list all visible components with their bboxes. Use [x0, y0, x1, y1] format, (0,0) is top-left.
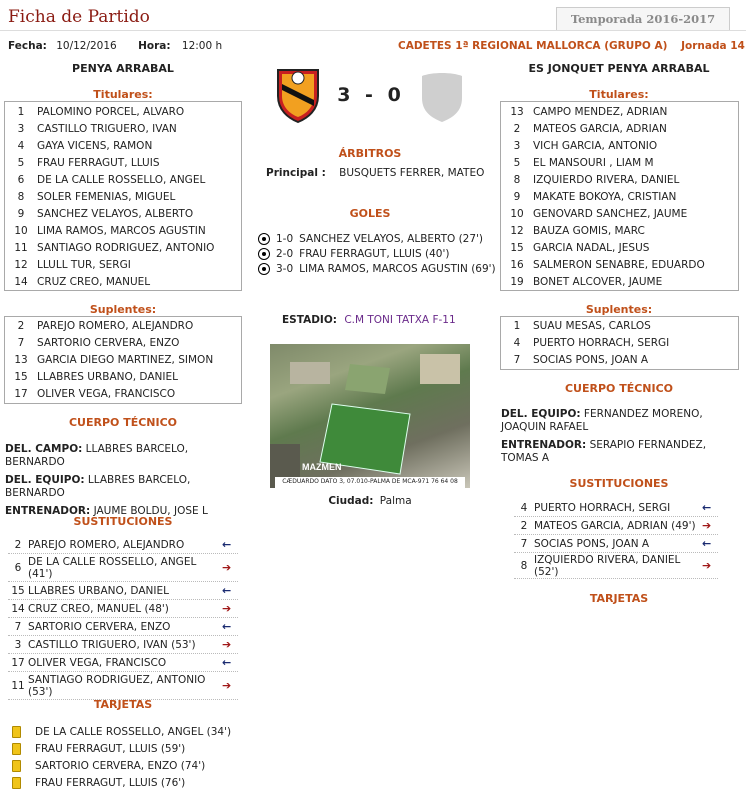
player-name: GENOVARD SANCHEZ, JAUME	[533, 208, 688, 220]
sub-number: 15	[11, 585, 25, 597]
soccer-ball-icon	[258, 263, 270, 275]
player-row[interactable]	[5, 386, 241, 403]
arrow-right-icon: ➔	[222, 679, 232, 692]
player-number: 5	[513, 157, 521, 169]
player-name: SUAU MESAS, CARLOS	[533, 320, 651, 332]
player-row[interactable]	[501, 352, 738, 369]
goal-row[interactable]	[258, 232, 498, 247]
player-row[interactable]	[5, 206, 241, 223]
home-cuerpo-label: CUERPO TÉCNICO	[68, 416, 178, 429]
player-number: 4	[513, 337, 521, 349]
ciudad-label: Ciudad:	[328, 495, 374, 507]
player-number: 11	[14, 242, 28, 254]
player-number: 2	[17, 320, 25, 332]
goals-list	[258, 232, 498, 277]
mazmen-logo-text: MAZMEN	[302, 462, 342, 472]
staff-name[interactable]: SERAPIO FERNANDEZ, TOMAS A	[501, 439, 707, 464]
player-number: 1	[17, 106, 25, 118]
staff-row	[5, 443, 241, 469]
arrow-left-icon: ←	[222, 656, 232, 669]
card-row[interactable]	[12, 741, 242, 758]
player-row[interactable]	[501, 223, 738, 240]
player-row[interactable]	[501, 121, 738, 138]
player-name: CAMPO MENDEZ, ADRIAN	[533, 106, 668, 118]
sub-number: 2	[520, 520, 528, 532]
sub-name: DE LA CALLE ROSSELLO, ANGEL (41')	[28, 556, 197, 580]
fecha-value: 10/12/2016	[56, 40, 117, 52]
player-row[interactable]	[5, 189, 241, 206]
sub-name: PUERTO HORRACH, SERGI	[534, 502, 671, 514]
staff-row	[501, 408, 737, 434]
substitution-row[interactable]	[8, 654, 238, 672]
player-name: EL MANSOURI , LIAM M	[533, 157, 654, 169]
player-number: 13	[14, 354, 28, 366]
yellow-card-icon	[12, 743, 21, 755]
home-crest-icon	[274, 66, 322, 124]
player-name: DE LA CALLE ROSSELLO, ANGEL	[37, 174, 206, 186]
away-suplentes-list	[500, 316, 739, 370]
ciudad-row	[250, 495, 490, 507]
staff-name[interactable]: FERNANDEZ MORENO, JOAQUIN RAFAEL	[501, 408, 703, 433]
home-team-name[interactable]: PENYA ARRABAL	[72, 62, 174, 75]
substitution-row[interactable]	[514, 517, 718, 535]
player-row[interactable]	[5, 352, 241, 369]
home-suplentes-list	[4, 316, 242, 404]
home-cuerpo-tecnico	[5, 443, 241, 523]
substitution-row[interactable]	[8, 618, 238, 636]
yellow-card-icon	[12, 726, 21, 738]
staff-role: ENTRENADOR:	[5, 505, 91, 517]
away-titulares-list	[500, 101, 739, 291]
player-name: PALOMINO PORCEL, ALVARO	[37, 106, 185, 118]
score-home: 3	[337, 84, 351, 106]
player-name: MATEOS GARCIA, ADRIAN	[533, 123, 667, 135]
card-player: FRAU FERRAGUT, LLUIS (59')	[35, 743, 186, 755]
substitution-row[interactable]	[8, 636, 238, 654]
player-number: 12	[14, 259, 28, 271]
player-row[interactable]	[501, 189, 738, 206]
arrow-right-icon: ➔	[222, 561, 232, 574]
arrow-right-icon: ➔	[222, 602, 232, 615]
staff-role: DEL. CAMPO:	[5, 443, 83, 455]
stadium-row	[282, 314, 482, 326]
player-name: SALMERON SENABRE, EDUARDO	[533, 259, 705, 271]
sub-name: IZQUIERDO RIVERA, DANIEL (52')	[534, 554, 681, 578]
player-row[interactable]	[501, 318, 738, 335]
player-number: 8	[513, 174, 521, 186]
substitution-row[interactable]	[8, 600, 238, 618]
stadium-aerial-image	[270, 344, 470, 488]
home-titulares-label: Titulares:	[93, 88, 153, 101]
player-row[interactable]	[501, 240, 738, 257]
player-number: 1	[513, 320, 521, 332]
player-number: 8	[17, 191, 25, 203]
player-number: 17	[14, 388, 28, 400]
season-tab[interactable]: Temporada 2016-2017	[556, 7, 730, 31]
sub-name: CRUZ CREO, MANUEL (48')	[28, 603, 169, 615]
player-number: 7	[513, 354, 521, 366]
yellow-card-icon	[12, 777, 21, 789]
player-name: LIMA RAMOS, MARCOS AGUSTIN	[37, 225, 206, 237]
match-score	[334, 84, 404, 106]
sub-number: 7	[14, 621, 22, 633]
sub-name: SOCIAS PONS, JOAN A	[534, 538, 650, 550]
goal-scorer: LIMA RAMOS, MARCOS AGUSTIN (69')	[299, 263, 496, 275]
substitution-row[interactable]	[8, 582, 238, 600]
arrow-left-icon: ←	[222, 620, 232, 633]
card-row[interactable]	[12, 758, 242, 775]
principal-label: Principal :	[266, 167, 326, 179]
player-row[interactable]	[5, 138, 241, 155]
player-number: 7	[17, 337, 25, 349]
player-name: GAYA VICENS, RAMON	[37, 140, 153, 152]
player-row[interactable]	[501, 138, 738, 155]
sub-name: SARTORIO CERVERA, ENZO	[28, 621, 171, 633]
player-row[interactable]	[5, 274, 241, 291]
goal-scorer: SANCHEZ VELAYOS, ALBERTO (27')	[299, 233, 484, 245]
player-name: SANCHEZ VELAYOS, ALBERTO	[37, 208, 194, 220]
player-name: GARCIA DIEGO MARTINEZ, SIMON	[37, 354, 214, 366]
player-name: PUERTO HORRACH, SERGI	[533, 337, 670, 349]
home-team-crest[interactable]	[274, 66, 322, 124]
arrow-right-icon: ➔	[702, 519, 712, 532]
player-name: IZQUIERDO RIVERA, DANIEL	[533, 174, 680, 186]
player-name: LLULL TUR, SERGI	[37, 259, 131, 271]
player-number: 9	[17, 208, 25, 220]
player-name: CASTILLO TRIGUERO, IVAN	[37, 123, 177, 135]
match-date-time	[8, 40, 222, 52]
player-row[interactable]	[5, 369, 241, 386]
competition-name: CADETES 1ª REGIONAL MALLORCA (GRUPO A)	[398, 40, 668, 52]
away-cuerpo-label: CUERPO TÉCNICO	[564, 382, 674, 395]
away-tarjetas-label: TARJETAS	[589, 592, 649, 605]
hora-label: Hora:	[138, 40, 171, 52]
substitution-row[interactable]	[8, 554, 238, 582]
staff-role: ENTRENADOR:	[501, 439, 587, 451]
goal-row[interactable]	[258, 262, 498, 277]
away-sust-label: SUSTITUCIONES	[569, 477, 669, 490]
home-tarjetas-list	[12, 724, 242, 792]
sub-name: LLABRES URBANO, DANIEL	[28, 585, 169, 597]
player-name: SOLER FEMENIAS, MIGUEL	[37, 191, 176, 203]
yellow-card-icon	[12, 760, 21, 772]
arrow-left-icon: ←	[702, 501, 712, 514]
home-titulares-list	[4, 101, 242, 291]
player-number: 4	[17, 140, 25, 152]
goal-scorer: FRAU FERRAGUT, LLUIS (40')	[299, 248, 450, 260]
estadio-label: ESTADIO:	[282, 314, 337, 326]
photo-caption: CÆDUARDO DATO 3, 07.010-PALMA DE MCA-971 76 64 08	[282, 478, 458, 485]
player-name: GARCIA NADAL, JESUS	[533, 242, 650, 254]
player-name: CRUZ CREO, MANUEL	[37, 276, 151, 288]
player-row[interactable]	[5, 223, 241, 240]
player-row[interactable]	[501, 206, 738, 223]
away-team-name[interactable]: ES JONQUET PENYA ARRABAL	[528, 62, 710, 75]
player-number: 10	[14, 225, 28, 237]
away-crest-placeholder-icon	[418, 70, 466, 124]
player-name: SARTORIO CERVERA, ENZO	[37, 337, 180, 349]
score-separator: -	[365, 84, 373, 106]
sub-number: 4	[520, 502, 528, 514]
player-number: 13	[510, 106, 524, 118]
arrow-left-icon: ←	[222, 584, 232, 597]
card-player: FRAU FERRAGUT, LLUIS (76')	[35, 777, 186, 789]
player-row[interactable]	[5, 318, 241, 335]
competition	[398, 40, 745, 52]
player-row[interactable]	[501, 257, 738, 274]
player-name: BAUZA GOMIS, MARC	[533, 225, 645, 237]
staff-name[interactable]: LLABRES BARCELO, BERNARDO	[5, 474, 191, 499]
player-number: 3	[17, 123, 25, 135]
player-number: 15	[510, 242, 524, 254]
away-titulares-label: Titulares:	[589, 88, 649, 101]
player-row[interactable]	[5, 104, 241, 121]
home-sust-label: SUSTITUCIONES	[73, 515, 173, 528]
sub-number: 6	[14, 562, 22, 574]
card-player: SARTORIO CERVERA, ENZO (74')	[35, 760, 206, 772]
player-number: 6	[17, 174, 25, 186]
player-row[interactable]	[5, 257, 241, 274]
substitution-row[interactable]	[514, 499, 718, 517]
soccer-ball-icon	[258, 248, 270, 260]
substitution-row[interactable]	[8, 672, 238, 700]
goles-label: GOLES	[349, 207, 391, 220]
sub-number: 17	[11, 657, 25, 669]
card-row[interactable]	[12, 724, 242, 741]
player-number: 9	[513, 191, 521, 203]
player-row[interactable]	[501, 335, 738, 352]
home-tarjetas-label: TARJETAS	[93, 698, 153, 711]
card-player: DE LA CALLE ROSSELLO, ANGEL (34')	[35, 726, 232, 738]
sub-name: PAREJO ROMERO, ALEJANDRO	[28, 539, 185, 551]
sub-name: MATEOS GARCIA, ADRIAN (49')	[534, 520, 696, 532]
player-row[interactable]	[501, 155, 738, 172]
arrow-left-icon: ←	[222, 538, 232, 551]
sub-number: 11	[11, 680, 25, 692]
player-row[interactable]	[5, 121, 241, 138]
player-row[interactable]	[501, 274, 738, 291]
page-title: Ficha de Partido	[8, 7, 150, 27]
player-row[interactable]	[5, 240, 241, 257]
substitution-row[interactable]	[514, 535, 718, 553]
referee-row	[266, 167, 496, 179]
player-name: SANTIAGO RODRIGUEZ, ANTONIO	[37, 242, 215, 254]
player-row[interactable]	[5, 335, 241, 352]
player-name: PAREJO ROMERO, ALEJANDRO	[37, 320, 194, 332]
arbitros-label: ÁRBITROS	[338, 147, 402, 160]
player-row[interactable]	[501, 104, 738, 121]
player-number: 10	[510, 208, 524, 220]
arrow-right-icon: ➔	[222, 638, 232, 651]
away-cuerpo-tecnico	[501, 408, 737, 470]
score-away: 0	[387, 84, 401, 106]
sub-number: 14	[11, 603, 25, 615]
player-number: 14	[14, 276, 28, 288]
player-name: MAKATE BOKOYA, CRISTIAN	[533, 191, 677, 203]
sub-name: OLIVER VEGA, FRANCISCO	[28, 657, 167, 669]
substitution-row[interactable]	[8, 536, 238, 554]
player-name: SOCIAS PONS, JOAN A	[533, 354, 649, 366]
card-row[interactable]	[12, 775, 242, 792]
soccer-ball-icon	[258, 233, 270, 245]
player-name: BONET ALCOVER, JAUME	[533, 276, 663, 288]
arrow-left-icon: ←	[702, 537, 712, 550]
goal-score: 3-0	[276, 263, 294, 275]
header-divider	[0, 30, 746, 31]
sub-number: 3	[14, 639, 22, 651]
player-number: 19	[510, 276, 524, 288]
away-team-crest[interactable]	[418, 70, 466, 124]
player-number: 2	[513, 123, 521, 135]
substitution-row[interactable]	[514, 553, 718, 579]
goal-row[interactable]	[258, 247, 498, 262]
staff-role: DEL. EQUIPO:	[501, 408, 581, 420]
player-number: 16	[510, 259, 524, 271]
player-number: 3	[513, 140, 521, 152]
player-number: 12	[510, 225, 524, 237]
staff-row	[5, 474, 241, 500]
sub-name: CASTILLO TRIGUERO, IVAN (53')	[28, 639, 196, 651]
fecha-label: Fecha:	[8, 40, 47, 52]
home-suplentes-label: Suplentes:	[89, 303, 157, 316]
player-name: FRAU FERRAGUT, LLUIS	[37, 157, 160, 169]
stadium-photo	[270, 344, 470, 488]
player-row[interactable]	[5, 155, 241, 172]
sub-name: SANTIAGO RODRIGUEZ, ANTONIO (53')	[28, 674, 206, 698]
player-row[interactable]	[501, 172, 738, 189]
sub-number: 2	[14, 539, 22, 551]
away-suplentes-label: Suplentes:	[585, 303, 653, 316]
stadium-link[interactable]: C.M TONI TATXA F-11	[344, 314, 456, 326]
player-row[interactable]	[5, 172, 241, 189]
staff-row	[501, 439, 737, 465]
player-number: 15	[14, 371, 28, 383]
away-sustituciones-list	[514, 499, 718, 579]
player-name: OLIVER VEGA, FRANCISCO	[37, 388, 176, 400]
player-name: LLABRES URBANO, DANIEL	[37, 371, 178, 383]
ciudad-value: Palma	[379, 495, 412, 507]
sub-number: 7	[520, 538, 528, 550]
staff-name[interactable]: JAUME BOLDU, JOSE L	[93, 505, 208, 517]
principal-referee: BUSQUETS FERRER, MATEO	[339, 167, 485, 179]
goal-score: 2-0	[276, 248, 294, 260]
staff-name[interactable]: LLABRES BARCELO, BERNARDO	[5, 443, 189, 468]
arrow-right-icon: ➔	[702, 559, 712, 572]
home-sustituciones-list	[8, 536, 238, 700]
player-number: 5	[17, 157, 25, 169]
goal-score: 1-0	[276, 233, 294, 245]
sub-number: 8	[520, 560, 528, 572]
staff-role: DEL. EQUIPO:	[5, 474, 85, 486]
jornada: Jornada 14	[681, 40, 745, 52]
player-name: VICH GARCIA, ANTONIO	[533, 140, 658, 152]
hora-value: 12:00 h	[181, 40, 223, 52]
